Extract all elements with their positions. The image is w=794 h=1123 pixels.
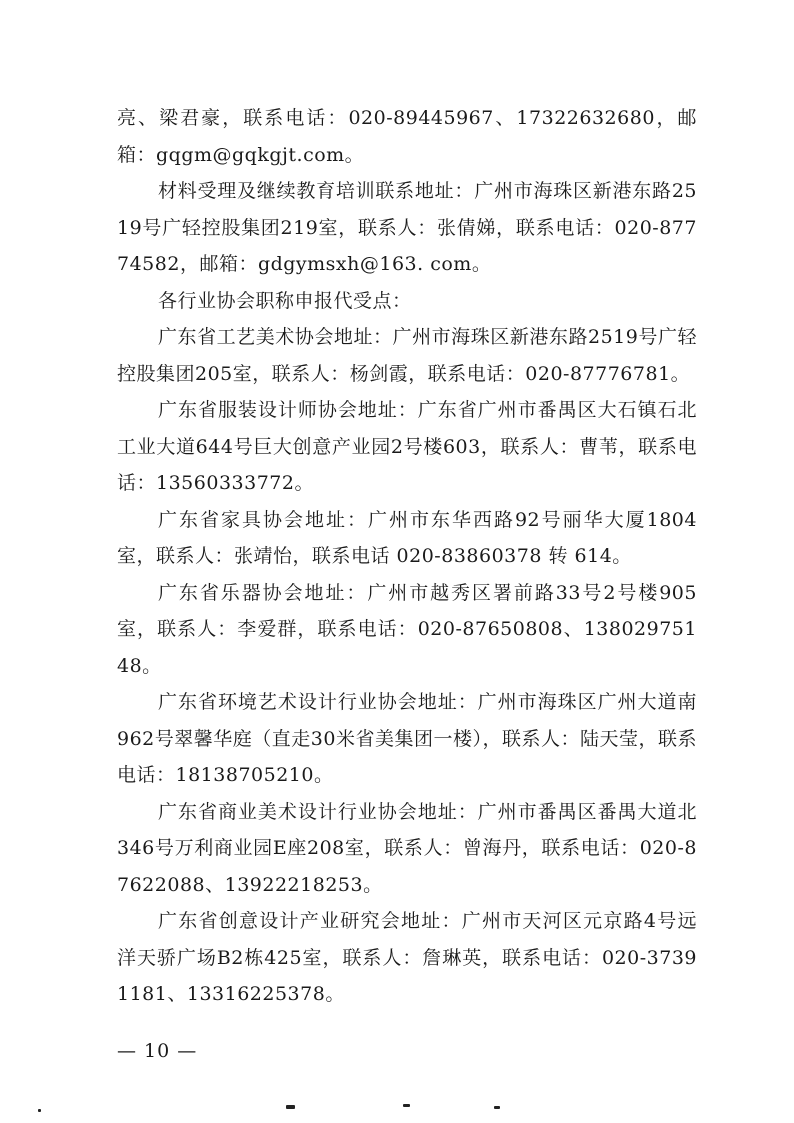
paragraph-commercial-art-association: 广东省商业美术设计行业协会地址：广州市番禺区番禺大道北346号万利商业园E座208室，联系人：曾海丹，联系电话：020-87622088、13922218253。: [117, 800, 697, 896]
paragraph-arts-crafts-association: 广东省工艺美术协会地址：广州市海珠区新港东路2519号广轻控股集团205室，联系人：杨剑霞，联系电话：020-87776781。: [117, 326, 697, 385]
paragraph-materials-address: 材料受理及继续教育培训联系地址：广州市海珠区新港东路2519号广轻控股集团219室，联系人：张倩娣，联系电话：020-87774582，邮箱：gdgymsxh@163. com。: [117, 180, 697, 275]
scan-speck: [403, 1104, 410, 1107]
paragraph-associations-heading: 各行业协会职称申报代受点：: [158, 289, 412, 312]
document-body: [117, 100, 697, 1013]
paragraph-contact-continued: 亮、梁君豪，联系电话：020-89445967、17322632680，邮箱：gqgm@gqkgjt.com。: [117, 107, 697, 166]
scan-speck: [286, 1105, 295, 1109]
scan-speck: [494, 1106, 500, 1109]
paragraph-furniture-association: 广东省家具协会地址：广州市东华西路92号丽华大厦1804室，联系人：张靖怡，联系电话 020-83860378 转 614。: [117, 508, 697, 567]
scan-speck: [38, 1109, 41, 1112]
paragraph-environmental-art-association: 广东省环境艺术设计行业协会地址：广州市海珠区广州大道南962号翠馨华庭（直走30米省美集团一楼），联系人：陆天莹，联系电话：18138705210。: [117, 691, 697, 786]
page-number: — 10 —: [117, 1040, 198, 1062]
paragraph-musical-instruments-association: 广东省乐器协会地址：广州市越秀区署前路33号2号楼905室，联系人：李爱群，联系电话：020-87650808、13802975148。: [117, 581, 697, 677]
paragraph-fashion-designers-association: 广东省服装设计师协会地址：广东省广州市番禺区大石镇石北工业大道644号巨大创意产业园2号楼603，联系人：曹苇，联系电话：13560333772。: [117, 399, 697, 494]
paragraph-creative-design-institute: 广东省创意设计产业研究会地址：广州市天河区元京路4号远洋天骄广场B2栋425室，联系人：詹琳英，联系电话：020-37391181、13316225378。: [117, 910, 697, 1005]
